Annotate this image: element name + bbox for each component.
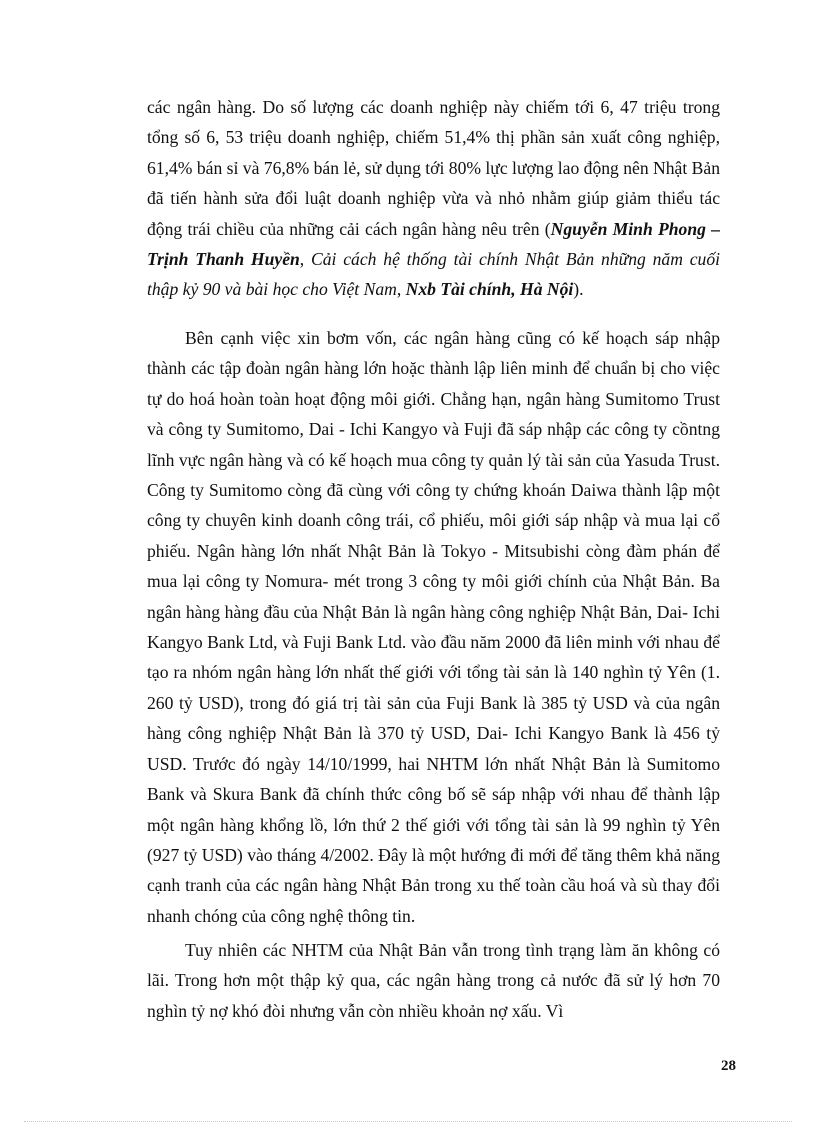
paragraph-2: Bên cạnh việc xin bơm vốn, các ngân hàng cũng có kế hoạch sáp nhập thành các tập đoàn ngân hàng lớn hoặc thành lập liên minh để chuẩn bị cho việc tự do hoá hoàn toàn hoạt động môi giới. Chẳng hạn, ngân hàng Sumitomo Trust và công ty Sumitomo, Dai - Ichi Kangyo và Fuji đã sáp nhập các công ty cồntng lĩnh vực ngân hàng và có kế hoạch mua công ty quản lý tài sản của Yasuda Trust. Công ty Sumitomo còng đã cùng với công ty chứng khoán Daiwa thành lập một công ty chuyên kinh doanh công trái, cổ phiếu, môi giới sáp nhập và mua lại cổ phiếu. Ngân hàng lớn nhất Nhật Bản là Tokyo - Mitsubishi còng đàm phán để mua lại công ty Nomura- mét trong 3 công ty môi giới chính của Nhật Bản. Ba ngân hàng hàng đầu của Nhật Bản là ngân hàng công nghiệp Nhật Bản, Dai- Ichi Kangyo Bank Ltd, và Fuji Bank Ltd. vào đầu năm 2000 đã liên minh với nhau để tạo ra nhóm ngân hàng lớn nhất thế giới với tổng tài sản là 140 nghìn tỷ Yên (1. 260 tỷ USD), trong đó giá trị tài sản của Fuji Bank là 385 tỷ USD và của ngân hàng công nghiệp Nhật Bản là 370 tỷ USD, Dai- Ichi Kangyo Bank là 456 tỷ USD. Trước đó ngày 14/10/1999, hai NHTM lớn nhất Nhật Bản là Sumitomo Bank và Skura Bank đã chính thức công bố sẽ sáp nhập với nhau để thành lập một ngân hàng khổng lồ, lớn thứ 2 thế giới với tổng tài sản là 99 nghìn tỷ Yên (927 tỷ USD) vào tháng 4/2002. Đây là một hướng đi mới để tăng thêm khả năng cạnh tranh của các ngân hàng Nhật Bản trong xu thế toàn cầu hoá và sù thay đổi nhanh chóng của công nghệ thông tin. <box>147 328 720 926</box>
citation-separator-2: , <box>396 279 406 300</box>
citation-authors: Nguyễn Minh Phong – Trịnh Thanh Huyền <box>147 218 721 270</box>
citation-book-title: Cải cách hệ thống tài chính Nhật Bản những năm cuối thập kỷ 90 và bài học cho Việt Nam <box>147 249 721 300</box>
citation-end: ). <box>573 279 584 300</box>
citation-publisher: Nxb Tài chính, Hà Nội <box>405 279 574 300</box>
citation-separator: , <box>299 249 312 270</box>
paragraph-1 <box>147 92 720 305</box>
paragraph-1-text: các ngân hàng. Do số lượng các doanh nghiệp này chiếm tới 6, 47 triệu trong tổng số 6, 53 triệu doanh nghiệp, chiếm 51,4% thị phần sản xuất công nghiệp, 61,4% bán sỉ và 76,8% bán lẻ, sử dụng tới 80% lực lượng lao động nên Nhật Bản đã tiến hành sửa đổi luật doanh nghiệp vừa và nhỏ nhằm giúp giảm thiểu tác động trái chiều của những cải cách ngân hàng nêu trên ( <box>147 97 720 239</box>
page-bottom-rule <box>24 1121 792 1122</box>
page-number: 28 <box>721 1058 736 1074</box>
paragraph-3: Tuy nhiên các NHTM của Nhật Bản vẫn trong tình trạng làm ăn không có lãi. Trong hơn một thập kỷ qua, các ngân hàng trong cả nước đã sử lý hơn 70 nghìn tỷ nợ khó đòi nhưng vẫn còn nhiều khoản nợ xấu. Vì <box>147 940 720 1021</box>
